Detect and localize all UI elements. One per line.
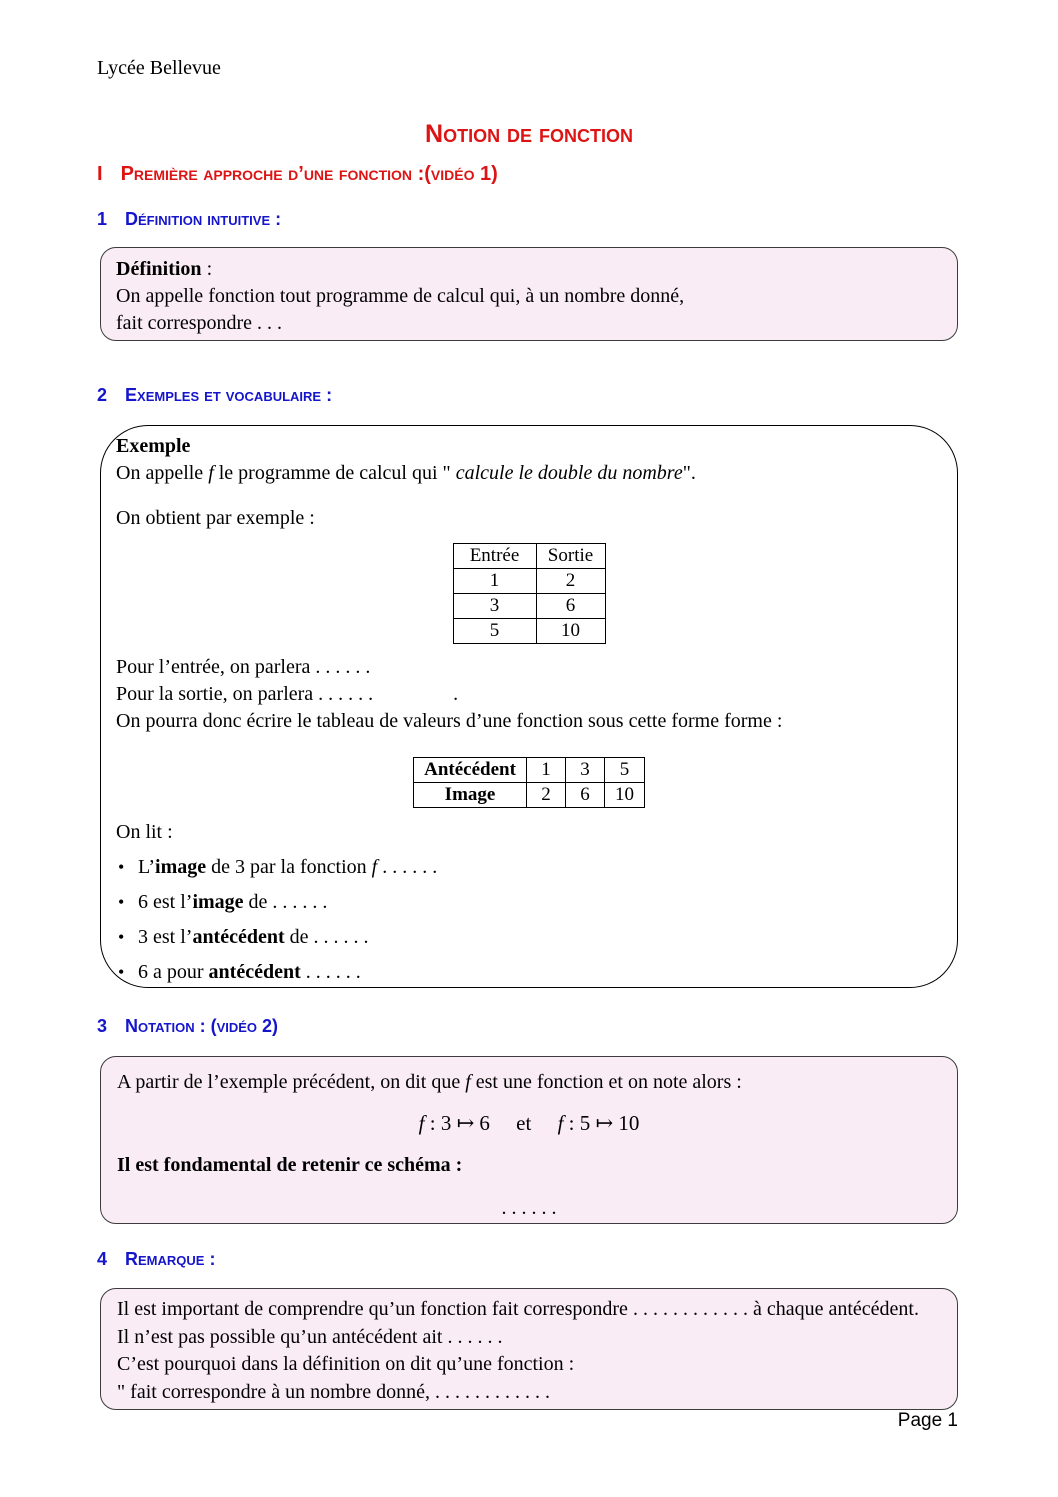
definition-line: fait correspondre . . . — [116, 312, 283, 334]
remark-line: Il est important de comprendre qu’un fonction fait correspondre . . . . . . . . . . . . à chaque antécédent. — [117, 1298, 919, 1320]
table-cell: 6 — [566, 783, 605, 808]
subsection-heading-definition-intuitive — [97, 209, 281, 230]
table-row — [453, 594, 605, 619]
mapsto-formula: f : 3 ↦ 6 et f : 5 ↦ 10 — [418, 1111, 640, 1135]
definition-line: On appelle fonction tout programme de calcul qui, à un nombre donné, — [116, 285, 685, 307]
notation-box — [100, 1056, 958, 1224]
table-cell: 1 — [453, 569, 536, 594]
schema-placeholder-dots: . . . . . . — [501, 1197, 557, 1219]
on-lit-label: On lit : — [116, 821, 173, 843]
table-cell: 6 — [536, 594, 605, 619]
example-commentary — [116, 654, 942, 735]
subsection-label: Remarque : — [125, 1249, 216, 1269]
table-row — [453, 619, 605, 644]
commentary-line: On pourra donc écrire le tableau de valeurs d’une fonction sous cette forme forme : — [116, 710, 783, 732]
bullet-text: 6 est l’image de . . . . . . — [138, 891, 328, 913]
definition-box — [100, 247, 958, 341]
table-row — [414, 758, 645, 783]
table-cell: 2 — [527, 783, 566, 808]
table-cell: 10 — [605, 783, 645, 808]
vocab-bullet-item — [138, 855, 942, 880]
table-cell: 2 — [536, 569, 605, 594]
table-row — [414, 783, 645, 808]
remark-box — [100, 1288, 958, 1410]
example-heading: Exemple — [116, 435, 191, 457]
table-cell: 5 — [453, 619, 536, 644]
table-cell: 5 — [605, 758, 645, 783]
example-intro: On appelle f le programme de calcul qui " calcule le double du nombre". — [116, 462, 696, 484]
subsection-label: Définition intuitive : — [125, 209, 282, 229]
page-number: Page 1 — [897, 1410, 958, 1431]
subsection-number: 3 — [97, 1016, 108, 1036]
subsection-heading-remarque — [97, 1249, 215, 1270]
table-cell: 1 — [527, 758, 566, 783]
table-header-cell: Sortie — [536, 544, 605, 569]
vocab-bullet-item — [138, 925, 942, 950]
subsection-label: Notation : (vidéo 2) — [125, 1016, 279, 1036]
table-row — [453, 569, 605, 594]
commentary-line: Pour la sortie, on parlera . . . . . . . — [116, 683, 459, 705]
remark-line: " fait correspondre à un nombre donné, . . . . . . . . . . . . — [117, 1380, 551, 1403]
section-label: Première approche d’une fonction :(vidéo 1) — [120, 163, 498, 185]
subsection-heading-exemples-vocabulaire — [97, 385, 332, 406]
fundamental-line: Il est fondamental de retenir ce schéma : — [117, 1154, 463, 1176]
subsection-number: 4 — [97, 1249, 108, 1269]
definition-heading: Définition : — [116, 258, 213, 280]
subsection-number: 2 — [97, 385, 108, 405]
section-heading-premiere-approche — [97, 163, 498, 186]
section-number: I — [97, 163, 103, 185]
row-header-cell: Antécédent — [414, 758, 527, 783]
table-cell: 3 — [566, 758, 605, 783]
remark-line: C’est pourquoi dans la définition on dit qu’une fonction : — [117, 1353, 575, 1375]
page-title: Notion de fonction — [425, 120, 633, 148]
bullet-text: L’image de 3 par la fonction f . . . . . . — [138, 856, 438, 878]
notation-intro: A partir de l’exemple précédent, on dit que f est une fonction et on note alors : — [117, 1071, 742, 1093]
vocab-bullet-item — [138, 890, 942, 915]
subsection-number: 1 — [97, 209, 108, 229]
table-header-cell: Entrée — [453, 544, 536, 569]
commentary-line: Pour l’entrée, on parlera . . . . . . — [116, 656, 371, 678]
antecedent-image-table — [413, 757, 645, 808]
table-cell: 10 — [536, 619, 605, 644]
school-name: Lycée Bellevue — [97, 57, 221, 79]
table-header-row — [453, 544, 605, 569]
table-cell: 3 — [453, 594, 536, 619]
example-obtain-line: On obtient par exemple : — [116, 507, 315, 529]
subsection-label: Exemples et vocabulaire : — [125, 385, 333, 405]
remark-line: Il n’est pas possible qu’un antécédent ait . . . . . . — [117, 1325, 503, 1348]
vocabulary-list — [116, 855, 942, 985]
bullet-text: 6 a pour antécédent . . . . . . — [138, 961, 361, 983]
entree-sortie-table — [453, 543, 606, 644]
example-box — [100, 425, 958, 988]
subsection-heading-notation — [97, 1016, 278, 1037]
bullet-text: 3 est l’antécédent de . . . . . . — [138, 926, 369, 948]
vocab-bullet-item — [138, 960, 942, 985]
row-header-cell: Image — [414, 783, 527, 808]
